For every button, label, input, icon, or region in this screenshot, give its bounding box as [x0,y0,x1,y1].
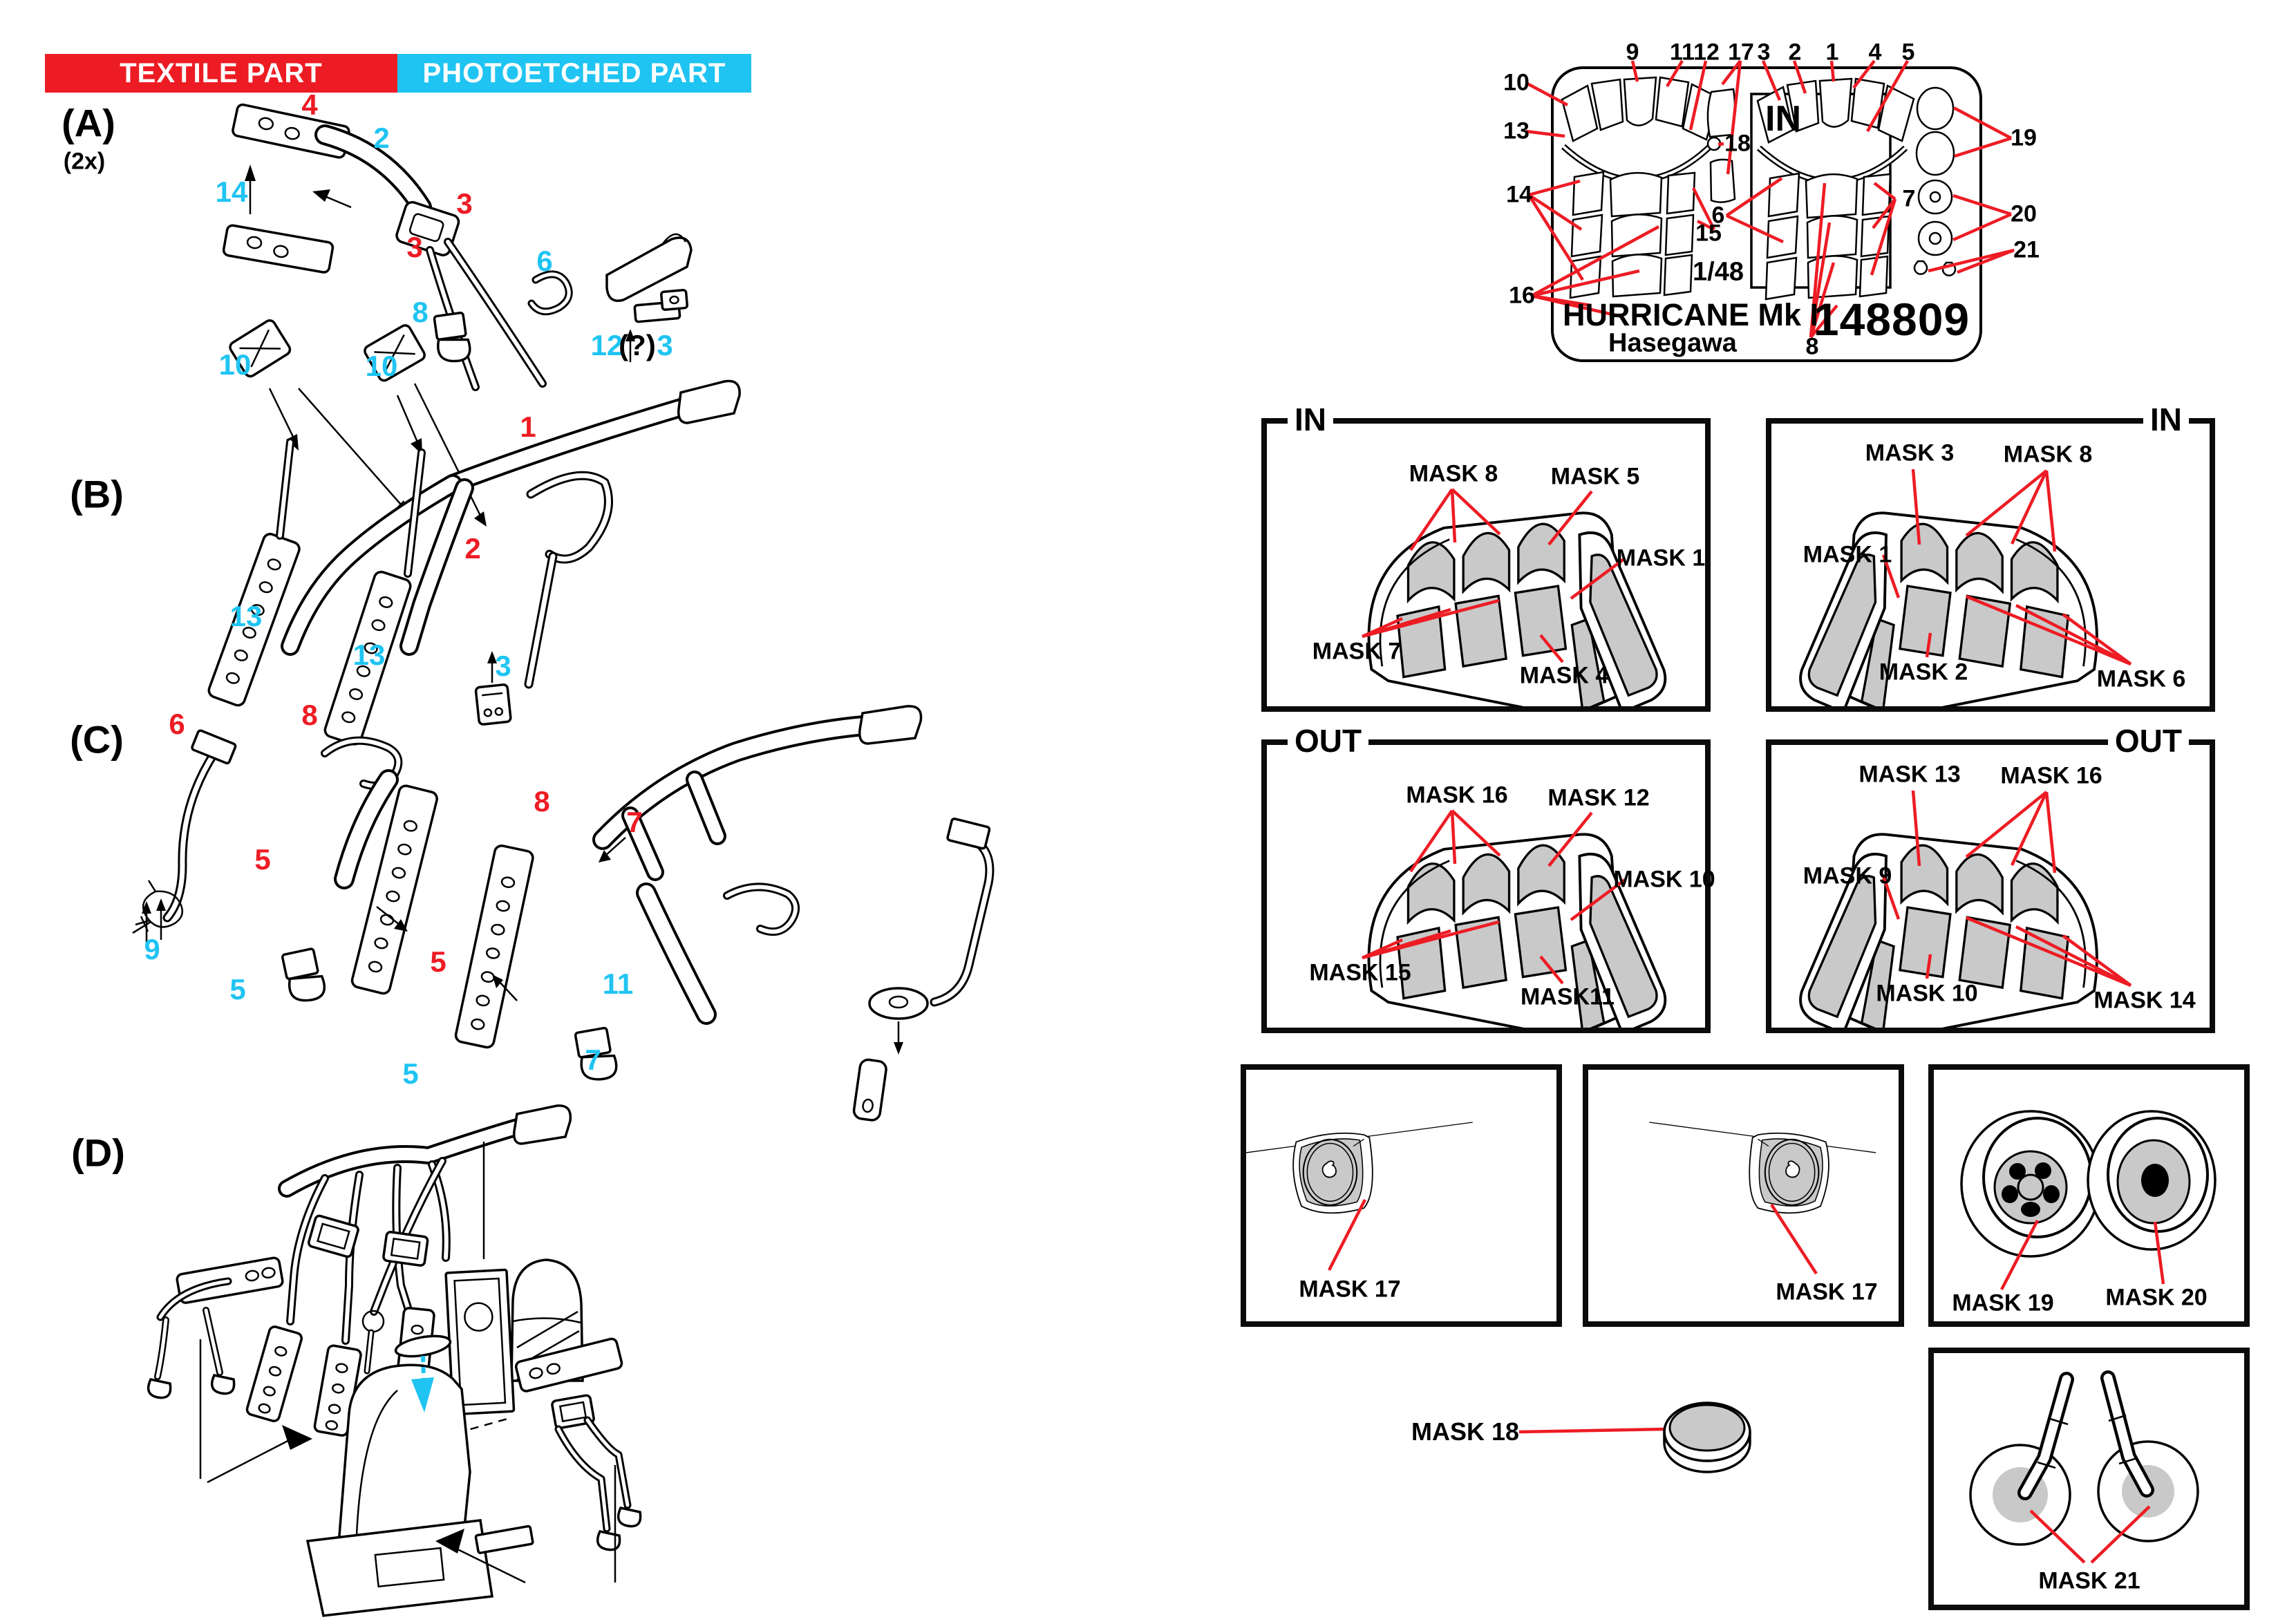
sheet-brand: Hasegawa [1608,328,1737,358]
box-corner-label: IN [1288,402,1333,437]
mask-callout: MASK 13 [1858,761,1961,788]
part-callout: 7 [585,1044,601,1076]
part-callout: 11 [602,967,634,1000]
panel-mask17-left [1241,1064,1562,1327]
mask18-art [1507,1389,1756,1479]
mask-callout: MASK11 [1520,983,1615,1010]
panel-wheel-hub-masks [1928,1064,2250,1327]
mask-callout: MASK 8 [1409,460,1498,487]
part-callout: 9 [144,933,160,965]
sheet-callout: 14 [1506,181,1532,208]
mask-callout: MASK 16 [2000,762,2102,789]
canopy-box-in-left [1261,402,1711,712]
sheet-callout: 11 [1670,39,1695,66]
mask-callout: MASK 8 [2003,441,2093,468]
sheet-callout: 5 [1901,39,1915,66]
sheet-scale: 1/48 [1693,257,1744,287]
section-a-label: (A) [62,101,115,145]
mask-callout: MASK 16 [1406,782,1508,809]
sheet-callout: 13 [1503,117,1530,144]
part-callout: 3 [495,650,511,682]
mask-callout: MASK 12 [1547,784,1650,811]
mask-callout: MASK 14 [2093,987,2196,1014]
mask-callout: MASK 1 [1803,541,1892,568]
box-corner-label: OUT [2108,723,2189,759]
part-callout: 13 [229,600,263,632]
assembly-diagrams-art [0,0,1002,1624]
sheet-callout: 16 [1509,282,1535,309]
box-corner-label: OUT [1288,723,1368,759]
textile-part-label: TEXTILE PART [120,57,323,88]
canopy-box-in-right [1766,402,2215,712]
part-callout: 4 [301,88,318,121]
diagram-d-art [149,1106,641,1616]
sheet-callout: 18 [1724,130,1751,157]
sheet-callout: 21 [2013,236,2040,263]
sheet-callout: 7 [1902,185,1916,212]
part-callout: 3 [456,187,473,220]
sheet-in-label: IN [1765,99,1801,139]
sheet-callout: 12 [1693,39,1720,66]
part-callout: 3 [406,231,423,263]
part-callout: 5 [254,843,271,876]
part-callout: 10 [365,350,398,382]
section-d-label: (D) [71,1131,125,1175]
mask-callout: MASK 17 [1299,1276,1401,1303]
wheels-art [1934,1070,2244,1321]
sheet-callout: 10 [1503,69,1530,96]
sheet-callout: 8 [1805,333,1819,360]
mask-callout: MASK 10 [1876,980,1978,1007]
sheet-product-code: 148809 [1813,294,1970,345]
part-callout: 10 [218,348,252,381]
sheet-callout: 1 [1825,39,1839,66]
mask-sheet-art [1486,14,2080,390]
sheet-callout: 15 [1695,220,1722,247]
mask-callout: MASK 15 [1309,959,1411,986]
part-callout: 3 [657,329,673,361]
section-a-quantity: (2x) [63,148,106,175]
part-callout: 14 [215,176,248,208]
sheet-callout: 20 [2011,200,2037,227]
mask-callout: MASK 6 [2096,665,2186,692]
gear-art [1934,1353,2244,1605]
sheet-callout: 4 [1868,39,1882,66]
part-callout: 6 [536,245,553,277]
mask-callout: MASK 20 [2105,1284,2208,1311]
part-callout: 8 [534,785,550,818]
sheet-callout: 17 [1728,39,1754,66]
part-callout: 8 [412,296,429,328]
sheet-callout: 6 [1711,202,1725,229]
part-callout: 12 [590,329,623,361]
part-callout: 5 [402,1057,419,1090]
part-callout: 7 [626,806,643,838]
mask-callout: MASK 10 [1613,866,1715,893]
mask-callout: MASK 21 [2038,1567,2140,1594]
mask-callout: MASK 3 [1865,440,1955,466]
panel-mask17-right [1583,1064,1904,1327]
box-corner-label: IN [2143,402,2189,437]
part-callout: 5 [430,945,446,978]
part-callout: 2 [373,122,390,154]
diagram-c-art [133,706,990,1122]
panel-gear-wheel-masks [1928,1348,2250,1610]
sheet-callout: 2 [1788,39,1802,66]
sheet-callout: 19 [2011,124,2037,151]
canopy-box-out-left [1261,723,1715,1033]
sheet-aircraft: HURRICANE Mk I [1562,297,1819,332]
sheet-callout: 9 [1626,39,1639,66]
sheet-callout: 3 [1757,39,1771,66]
photoetched-part-label: PHOTOETCHED PART [422,57,726,88]
mask-callout: MASK 7 [1312,638,1402,665]
part-callout: 6 [169,708,185,740]
part-callout: (?) [619,329,656,361]
mask-callout: MASK 1 [1616,545,1706,572]
part-callout: 13 [352,639,386,671]
mask-callout: MASK 4 [1519,662,1609,689]
part-callout: 2 [464,532,481,565]
mask-callout: MASK 19 [1952,1290,2054,1316]
mask-callout: MASK 17 [1776,1278,1878,1305]
mask-callout: MASK 18 [1411,1417,1520,1446]
section-b-label: (B) [70,472,124,516]
mask-callout: MASK 9 [1803,862,1892,889]
mask17-left-art [1246,1070,1556,1321]
section-c-label: (C) [70,717,124,762]
part-callout: 5 [229,973,246,1005]
mask-callout: MASK 5 [1550,463,1640,490]
mask-callout: MASK 2 [1879,659,1968,686]
canopy-box-out-right [1766,723,2215,1033]
part-callout: 1 [520,410,536,443]
part-callout: 8 [301,699,318,731]
